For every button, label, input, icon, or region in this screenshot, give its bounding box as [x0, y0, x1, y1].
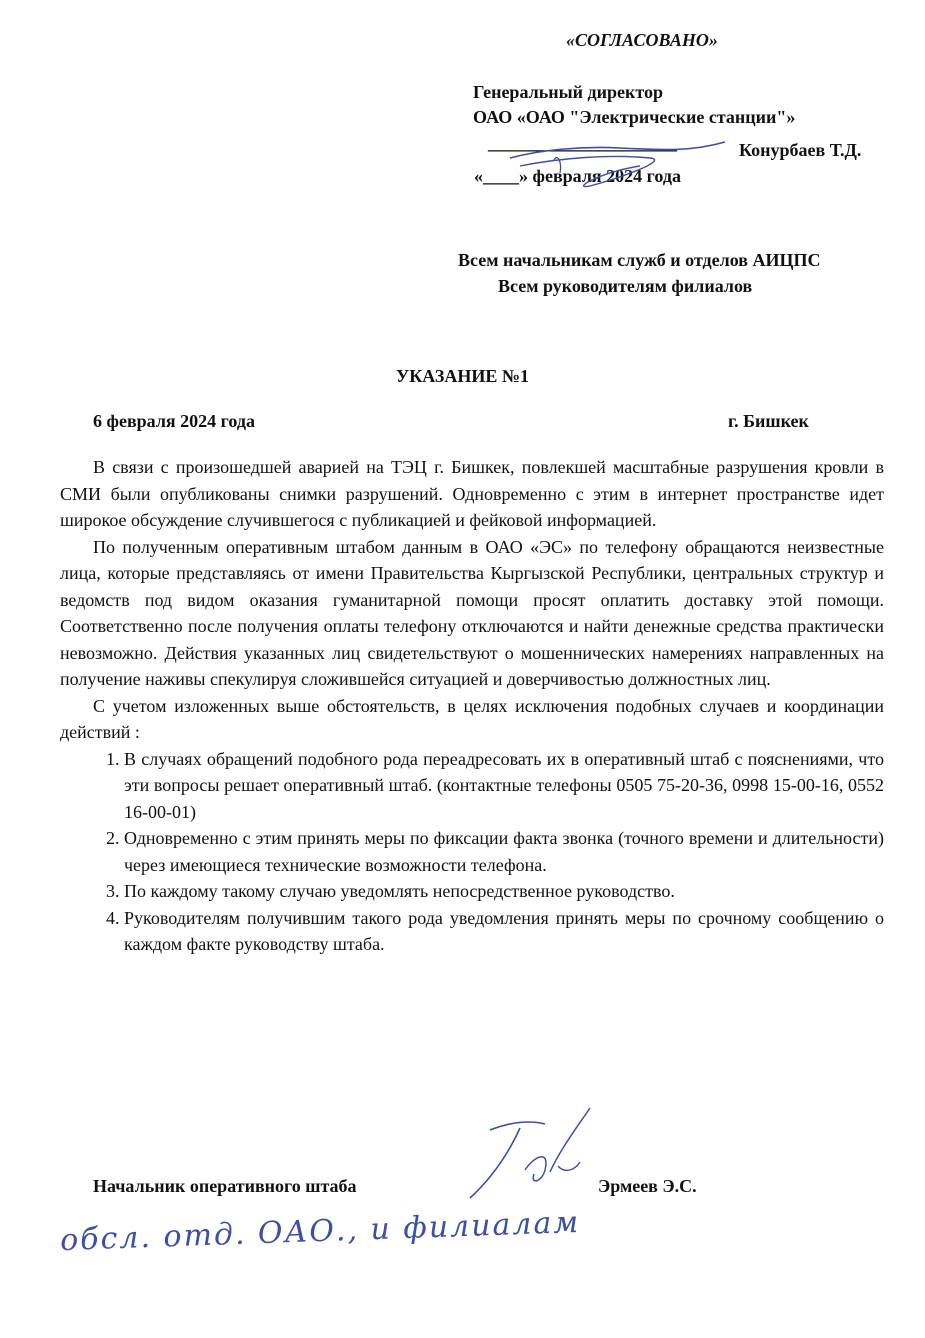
- document-date: 6 февраля 2024 года: [93, 411, 255, 431]
- document-body: [60, 454, 884, 958]
- body-paragraph: С учетом изложенных выше обстоятельств, в целях исключения подобных случаев и координации действий :: [60, 695, 884, 742]
- handwritten-note: обсл. отд. ОАО., и филиалам: [59, 1204, 581, 1259]
- approval-position: Генеральный директор: [473, 82, 663, 102]
- director-signature: [500, 128, 740, 198]
- approval-title: «СОГЛАСОВАНО»: [566, 30, 718, 50]
- list-item: 2. Одновременно с этим принять меры по фиксации факта звонка (точного времени и длительности) через имеющиеся технические возможности телефона.: [124, 825, 884, 878]
- approval-signatory: Конурбаев Т.Д.: [739, 140, 862, 160]
- body-paragraph: В связи с произошедшей аварией на ТЭЦ г. Бишкек, повлекшей масштабные разрушения кровли в СМИ были опубликованы снимки разрушений. Одновременно с этим в интернет пространстве идет широкое обсуждение случившегося с публикацией и фейковой информацией.: [60, 457, 884, 530]
- list-item: 3. По каждому такому случаю уведомлять непосредственное руководство.: [124, 878, 884, 905]
- approval-organization: ОАО «ОАО "Электрические станции"»: [473, 107, 796, 127]
- document-city: г. Бишкек: [728, 411, 809, 431]
- instruction-list: [60, 746, 884, 958]
- list-item: 1. В случаях обращений подобного рода переадресовать их в оперативный штаб с пояснениями, что эти вопросы решает оперативный штаб. (контактные телефоны 0505 75-20-36, 0998 15-00-16, 0552 16-00-01): [124, 746, 884, 826]
- document-title: УКАЗАНИЕ №1: [396, 366, 529, 386]
- chief-signature: [450, 1100, 600, 1210]
- footer-position: Начальник оперативного штаба: [93, 1176, 357, 1196]
- approval-signature-line: _____________________: [488, 133, 677, 153]
- approval-date-line: «____» февраля 2024 года: [474, 166, 681, 186]
- addressee-line-1: Всем начальникам служб и отделов АИЦПС: [458, 250, 821, 270]
- addressee-line-2: Всем руководителям филиалов: [498, 276, 753, 296]
- footer-name: Эрмеев Э.С.: [598, 1176, 697, 1196]
- list-item: 4. Руководителям получившим такого рода уведомления принять меры по срочному сообщению о каждом факте руководству штаба.: [124, 905, 884, 958]
- body-paragraph: По полученным оперативным штабом данным в ОАО «ЭС» по телефону обращаются неизвестные лица, которые представляясь от имени Правительства Кыргызской Республики, центральных структур и ведомств под видом оказания гуманитарной помощи просят оплатить доставку этой помощи. Соответственно после получения оплаты телефону отключаются и найти денежные средства практически невозможно. Действия указанных лиц свидетельствуют о мошеннических намерениях направленных на получение наживы спекулируя сложившейся ситуацией и доверчивостью должностных лиц.: [60, 536, 884, 689]
